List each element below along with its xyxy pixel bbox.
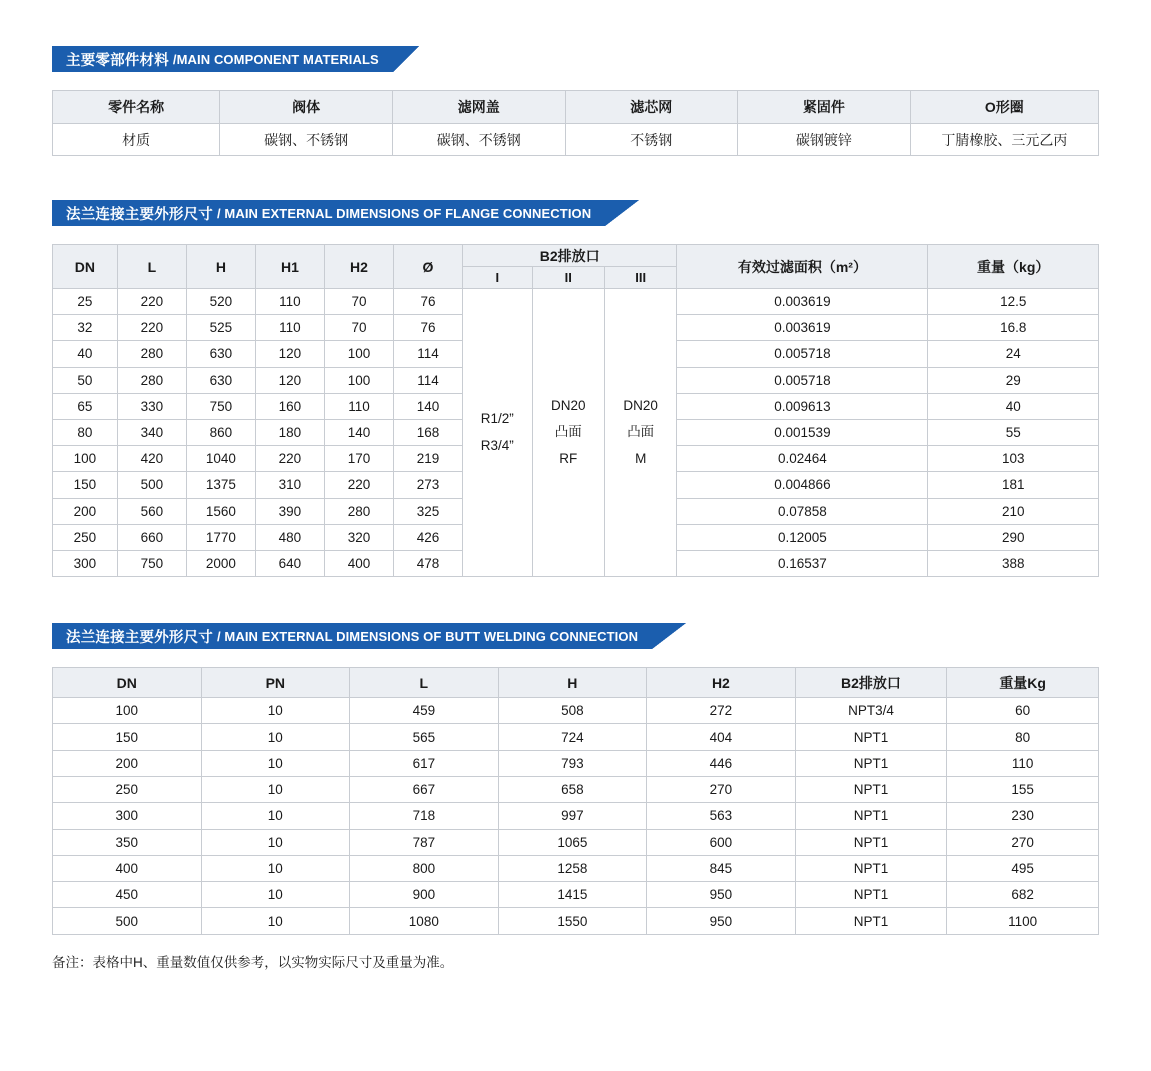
cell-l: 750 (117, 550, 186, 576)
cell-h2: 70 (324, 315, 393, 341)
column-header-dn: DN (53, 245, 118, 289)
cell-l: 560 (117, 498, 186, 524)
cell-b2-outlet: NPT1 (795, 803, 947, 829)
cell-effective-area: 0.009613 (677, 393, 928, 419)
cell-h: 1560 (186, 498, 255, 524)
cell-b2-outlet: NPT3/4 (795, 698, 947, 724)
cell-h: 508 (498, 698, 647, 724)
column-header-dn: DN (53, 668, 202, 698)
cell-dn: 25 (53, 289, 118, 315)
main-component-materials-table (52, 90, 1099, 156)
cell-l: 617 (350, 750, 499, 776)
cell-dn: 300 (53, 550, 118, 576)
b2-ii-line-2: 凸面 (554, 424, 582, 440)
cell-h: 525 (186, 315, 255, 341)
table-row (53, 750, 1099, 776)
flange-table-body (53, 289, 1099, 577)
cell-weight: 155 (947, 776, 1099, 802)
cell-l: 787 (350, 829, 499, 855)
cell-pn: 10 (201, 724, 350, 750)
cell-diameter: 426 (393, 524, 462, 550)
section-title-en: / MAIN EXTERNAL DIMENSIONS OF BUTT WELDING CONNECTION (217, 628, 639, 644)
cell-b2-iii (604, 289, 676, 577)
cell-screen-cover-material: 碳钢、不锈钢 (392, 124, 565, 156)
column-header-weight-kg: 重量Kg (947, 668, 1099, 698)
cell-l: 280 (117, 367, 186, 393)
cell-pn: 10 (201, 776, 350, 802)
cell-dn: 250 (53, 776, 202, 802)
cell-weight: 103 (928, 446, 1099, 472)
b2-ii-line-1: DN20 (550, 398, 586, 414)
table-header-row-top (53, 245, 1099, 267)
cell-h2: 70 (324, 289, 393, 315)
cell-h2: 563 (647, 803, 796, 829)
cell-dn: 80 (53, 419, 118, 445)
cell-weight: 210 (928, 498, 1099, 524)
table-row (53, 855, 1099, 881)
cell-h2: 270 (647, 776, 796, 802)
cell-weight: 495 (947, 855, 1099, 881)
table-row (53, 698, 1099, 724)
cell-l: 900 (350, 882, 499, 908)
cell-body-material: 碳钢、不锈钢 (220, 124, 393, 156)
section-header-flange-bar (52, 200, 605, 226)
column-header-b2-outlet: B2排放口 (463, 245, 677, 267)
cell-h2: 320 (324, 524, 393, 550)
footnote: 备注：表格中H、重量数值仅供参考，以实物实际尺寸及重量为准。 (52, 954, 454, 970)
cell-diameter: 325 (393, 498, 462, 524)
table-row (53, 776, 1099, 802)
section-header-flange (52, 200, 1099, 226)
cell-weight: 40 (928, 393, 1099, 419)
cell-dn: 32 (53, 315, 118, 341)
cell-pn: 10 (201, 882, 350, 908)
cell-h: 630 (186, 341, 255, 367)
cell-h1: 310 (255, 472, 324, 498)
cell-b2-outlet: NPT1 (795, 829, 947, 855)
cell-b2-outlet: NPT1 (795, 882, 947, 908)
cell-weight: 80 (947, 724, 1099, 750)
cell-h: 1040 (186, 446, 255, 472)
cell-weight: 682 (947, 882, 1099, 908)
cell-h1: 110 (255, 289, 324, 315)
cell-weight: 181 (928, 472, 1099, 498)
cell-h: 630 (186, 367, 255, 393)
section-title-cn: 法兰连接主要外形尺寸 (66, 206, 213, 223)
cell-l: 718 (350, 803, 499, 829)
cell-dn: 350 (53, 829, 202, 855)
cell-h2: 170 (324, 446, 393, 472)
cell-diameter: 168 (393, 419, 462, 445)
section-title-en: /MAIN COMPONENT MATERIALS (172, 51, 379, 67)
cell-pn: 10 (201, 908, 350, 934)
cell-h2: 110 (324, 393, 393, 419)
column-header-screen-cover: 滤网盖 (392, 91, 565, 124)
column-header-b2-ii: II (532, 267, 604, 289)
banner-tail-shape (652, 623, 686, 649)
welding-table-body (53, 698, 1099, 935)
cell-h1: 480 (255, 524, 324, 550)
cell-weight: 24 (928, 341, 1099, 367)
cell-filter-element-material: 不锈钢 (565, 124, 738, 156)
cell-b2-outlet: NPT1 (795, 776, 947, 802)
cell-h: 520 (186, 289, 255, 315)
section-header-welding-bar (52, 623, 652, 649)
cell-effective-area: 0.005718 (677, 367, 928, 393)
cell-dn: 100 (53, 698, 202, 724)
cell-h: 1415 (498, 882, 647, 908)
table-row (53, 908, 1099, 934)
cell-effective-area: 0.005718 (677, 341, 928, 367)
cell-diameter: 478 (393, 550, 462, 576)
cell-effective-area: 0.12005 (677, 524, 928, 550)
cell-weight: 230 (947, 803, 1099, 829)
cell-h: 1258 (498, 855, 647, 881)
cell-l: 330 (117, 393, 186, 419)
cell-h: 1375 (186, 472, 255, 498)
section-header-welding (52, 623, 1099, 649)
cell-l: 565 (350, 724, 499, 750)
cell-effective-area: 0.16537 (677, 550, 928, 576)
cell-diameter: 76 (393, 315, 462, 341)
cell-h2: 446 (647, 750, 796, 776)
cell-o-ring-material: 丁腈橡胶、三元乙丙 (910, 124, 1098, 156)
cell-l: 667 (350, 776, 499, 802)
b2-i-line-1: R1/2” (480, 411, 514, 427)
table-row (53, 882, 1099, 908)
cell-weight: 55 (928, 419, 1099, 445)
cell-weight: 60 (947, 698, 1099, 724)
table-row (53, 829, 1099, 855)
cell-dn: 300 (53, 803, 202, 829)
cell-pn: 10 (201, 750, 350, 776)
cell-h2: 280 (324, 498, 393, 524)
cell-h: 658 (498, 776, 647, 802)
flange-dimensions-table (52, 244, 1099, 577)
cell-h1: 640 (255, 550, 324, 576)
cell-dn: 150 (53, 472, 118, 498)
cell-diameter: 140 (393, 393, 462, 419)
table-row (53, 289, 1099, 315)
cell-diameter: 273 (393, 472, 462, 498)
cell-b2-i (463, 289, 533, 577)
cell-b2-outlet: NPT1 (795, 724, 947, 750)
cell-diameter: 114 (393, 367, 462, 393)
table-row (53, 803, 1099, 829)
cell-weight: 16.8 (928, 315, 1099, 341)
cell-effective-area: 0.003619 (677, 289, 928, 315)
cell-weight: 270 (947, 829, 1099, 855)
column-header-b2-outlet: B2排放口 (795, 668, 947, 698)
column-header-l: L (350, 668, 499, 698)
cell-diameter: 219 (393, 446, 462, 472)
cell-h1: 390 (255, 498, 324, 524)
cell-h2: 100 (324, 367, 393, 393)
b2-iii-line-2: 凸面 (627, 424, 655, 440)
cell-b2-outlet: NPT1 (795, 908, 947, 934)
column-header-o-ring: O形圈 (910, 91, 1098, 124)
column-header-pn: PN (201, 668, 350, 698)
cell-h: 860 (186, 419, 255, 445)
cell-dn: 150 (53, 724, 202, 750)
cell-l: 340 (117, 419, 186, 445)
cell-h2: 140 (324, 419, 393, 445)
cell-l: 800 (350, 855, 499, 881)
cell-diameter: 76 (393, 289, 462, 315)
section-spacer (52, 156, 1099, 200)
table-row (53, 124, 1099, 156)
cell-l: 220 (117, 315, 186, 341)
cell-weight: 388 (928, 550, 1099, 576)
cell-h2: 220 (324, 472, 393, 498)
column-header-h1: H1 (255, 245, 324, 289)
cell-b2-ii (532, 289, 604, 577)
table-header-row (53, 668, 1099, 698)
cell-dn: 65 (53, 393, 118, 419)
cell-h: 1770 (186, 524, 255, 550)
cell-dn: 200 (53, 750, 202, 776)
cell-h1: 180 (255, 419, 324, 445)
table-row (53, 724, 1099, 750)
section-header-materials (52, 46, 1099, 72)
cell-h: 724 (498, 724, 647, 750)
b2-iii-line-1: DN20 (623, 398, 658, 414)
column-header-l: L (117, 245, 186, 289)
cell-dn: 100 (53, 446, 118, 472)
cell-weight: 12.5 (928, 289, 1099, 315)
cell-l: 459 (350, 698, 499, 724)
section-title-en: / MAIN EXTERNAL DIMENSIONS OF FLANGE CONNECTION (217, 205, 592, 221)
b2-iii-line-3: M (635, 450, 647, 466)
cell-pn: 10 (201, 803, 350, 829)
cell-weight: 1100 (947, 908, 1099, 934)
section-title-cn: 主要零部件材料 (66, 52, 169, 69)
cell-diameter: 114 (393, 341, 462, 367)
cell-pn: 10 (201, 698, 350, 724)
column-header-effective-area: 有效过滤面积（m²） (677, 245, 928, 289)
column-header-part-name: 零件名称 (53, 91, 220, 124)
cell-dn: 500 (53, 908, 202, 934)
cell-dn: 400 (53, 855, 202, 881)
column-header-fasteners: 紧固件 (738, 91, 911, 124)
cell-h2: 845 (647, 855, 796, 881)
cell-b2-outlet: NPT1 (795, 855, 947, 881)
section-spacer (52, 577, 1099, 623)
cell-l: 280 (117, 341, 186, 367)
banner-tail-shape (393, 46, 419, 72)
cell-h2: 950 (647, 908, 796, 934)
cell-pn: 10 (201, 829, 350, 855)
column-header-b2-iii: III (604, 267, 676, 289)
b2-i-line-2: R3/4” (480, 437, 514, 453)
cell-dn: 40 (53, 341, 118, 367)
cell-h2: 272 (647, 698, 796, 724)
section-title-cn: 法兰连接主要外形尺寸 (66, 629, 213, 646)
cell-h2: 400 (324, 550, 393, 576)
column-header-weight: 重量（kg） (928, 245, 1099, 289)
column-header-filter-element: 滤芯网 (565, 91, 738, 124)
cell-h: 793 (498, 750, 647, 776)
cell-effective-area: 0.07858 (677, 498, 928, 524)
cell-h2: 404 (647, 724, 796, 750)
cell-l: 500 (117, 472, 186, 498)
cell-effective-area: 0.003619 (677, 315, 928, 341)
cell-h1: 120 (255, 367, 324, 393)
cell-pn: 10 (201, 855, 350, 881)
column-header-h2: H2 (647, 668, 796, 698)
cell-effective-area: 0.004866 (677, 472, 928, 498)
butt-welding-dimensions-table (52, 667, 1099, 935)
cell-dn: 50 (53, 367, 118, 393)
section-header-materials-bar (52, 46, 393, 72)
cell-dn: 200 (53, 498, 118, 524)
cell-h: 997 (498, 803, 647, 829)
column-header-body: 阀体 (220, 91, 393, 124)
cell-l: 220 (117, 289, 186, 315)
cell-h2: 100 (324, 341, 393, 367)
cell-dn: 450 (53, 882, 202, 908)
cell-h1: 220 (255, 446, 324, 472)
cell-h1: 110 (255, 315, 324, 341)
cell-l: 1080 (350, 908, 499, 934)
cell-effective-area: 0.02464 (677, 446, 928, 472)
cell-weight: 110 (947, 750, 1099, 776)
cell-effective-area: 0.001539 (677, 419, 928, 445)
column-header-h: H (186, 245, 255, 289)
cell-dn: 250 (53, 524, 118, 550)
banner-tail-shape (605, 200, 639, 226)
cell-l: 660 (117, 524, 186, 550)
column-header-b2-i: I (463, 267, 533, 289)
cell-h: 1065 (498, 829, 647, 855)
cell-h: 1550 (498, 908, 647, 934)
table-header-row (53, 91, 1099, 124)
cell-weight: 29 (928, 367, 1099, 393)
column-header-h: H (498, 668, 647, 698)
cell-material-label: 材质 (53, 124, 220, 156)
cell-h1: 160 (255, 393, 324, 419)
cell-l: 420 (117, 446, 186, 472)
cell-h1: 120 (255, 341, 324, 367)
b2-ii-line-3: RF (559, 450, 578, 466)
column-header-diameter: Ø (393, 245, 462, 289)
cell-h2: 950 (647, 882, 796, 908)
cell-fasteners-material: 碳钢镀锌 (738, 124, 911, 156)
column-header-h2: H2 (324, 245, 393, 289)
cell-b2-outlet: NPT1 (795, 750, 947, 776)
cell-h: 2000 (186, 550, 255, 576)
cell-h: 750 (186, 393, 255, 419)
cell-h2: 600 (647, 829, 796, 855)
cell-weight: 290 (928, 524, 1099, 550)
